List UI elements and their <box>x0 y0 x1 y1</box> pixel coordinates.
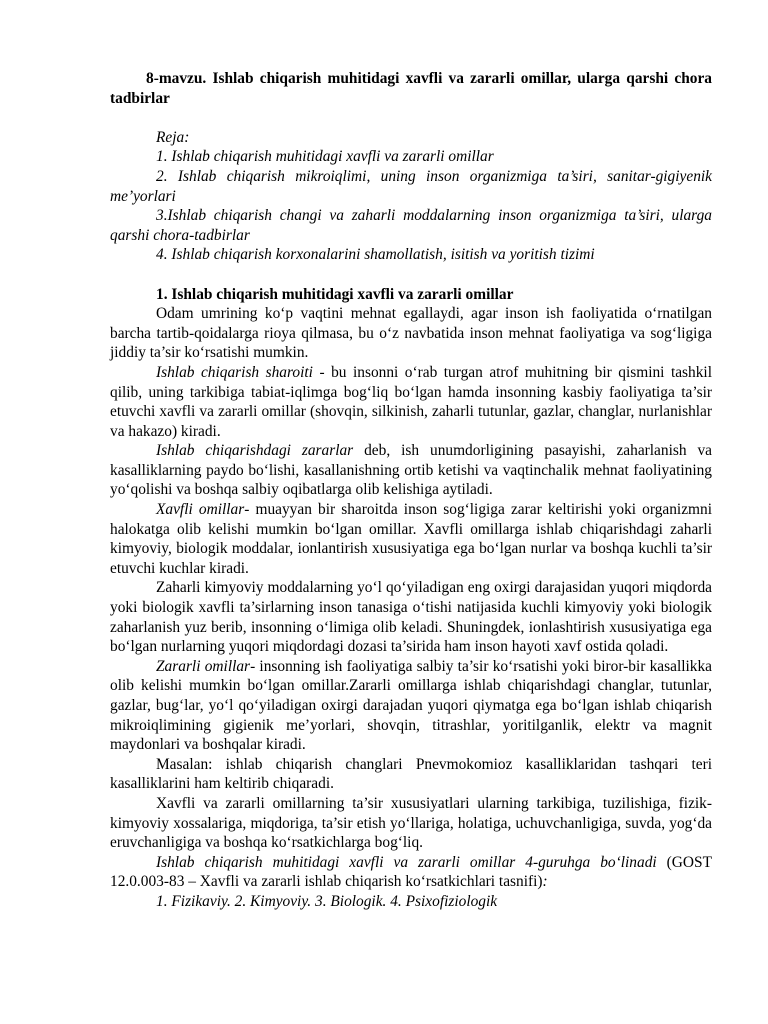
term-xavfli-omillar: Xavfli omillar <box>156 501 245 519</box>
spacer <box>110 265 712 285</box>
paragraph-2-text: - bu insonni o‘rab turgan atrof muhitning bir qismini tashkil qilib, uning tarkibiga tabiat-iqlimga bog‘liq bo‘lgan hamda insonning kasbiy faoliyatiga ta’sir etuvchi xavfli va zararli omillar (shovqin, silkinish, zaharli tutunlar, gazlar, changlar, nurlanishlar va hakazo) kiradi. <box>110 363 712 440</box>
paragraph-4-text: - muayyan bir sharoitda inson sog‘ligiga zarar keltirishi yoki organizmni halokatga olib kelishi mumkin bo‘lgan omillar. Xavfli omillarga ishlab chiqarishdagi zaharli kimyoviy, biologik moddalar, ionlantirish xususiyatiga ega bo‘lgan nurlar va boshqa kuchli ta’sir etuvchi kuchlar kiradi. <box>110 501 712 577</box>
paragraph-4 <box>110 500 712 578</box>
spacer <box>110 108 712 128</box>
paragraph-9 <box>110 853 712 892</box>
plan-item-2: 2. Ishlab chiqarish mikroiqlimi, uning inson organizmiga ta’siri, sanitar-gigiyenik me’yorlari <box>110 167 712 205</box>
paragraph-3 <box>110 441 712 500</box>
paragraph-8: Xavfli va zararli omillarning ta’sir xususiyatlari ularning tarkibiga, tuzilishiga, fizik-kimyoviy xossalariga, miqdoriga, ta’sir etish yo‘llariga, holatiga, uchuvchanligiga, suvda, yog‘da eruvchanligiga va boshqa ko‘rsatkichlarga bog‘liq. <box>110 794 712 852</box>
paragraph-5: Zaharli kimyoviy moddalarning yo‘l qo‘yiladigan eng oxirgi darajasidan yuqori miqdorda yoki biologik xavfli ta’sirlarning inson tanasiga o‘tishi natijasida kuchli kimyoviy yoki biologik zaharlanish yuz berib, insonning o‘limiga olib keladi. Shuningdek, ionlashtirish xususiyatiga ega bo‘lgan nurlarning yuqori miqdordagi dozasi ta’sirida ham inson hayoti xavf ostida qoladi. <box>110 579 712 656</box>
paragraph-9-colon: : <box>542 873 548 891</box>
plan-item-1: 1. Ishlab chiqarish muhitidagi xavfli va zararli omillar <box>156 148 494 166</box>
document-title: 8-mavzu. Ishlab chiqarish muhitidagi xavfli va zararli omillar, ularga qarshi chora tadbirlar <box>110 70 712 107</box>
paragraph-6-text: - insonning ish faoliyatiga salbiy ta’sir ko‘rsatishi yoki biror-bir kasallikka olib kelishi mumkin bo‘lgan omillar.Zararli omillarga ishlab chiqarishdagi changlar, tutunlar, gazlar, bug‘lar, yo‘l qo‘yiladigan oxirgi darajadan yuqori qiymatga ega bo‘lgan ishlab chiqarish mikroiqlimining gigienik me’yorlari, shovqin, titrashlar, yoritilganlik, elektr va magnit maydonlari va boshqalar kiradi. <box>110 657 712 754</box>
term-omillar-guruhlari: Ishlab chiqarish muhitidagi xavfli va zararli omillar 4-guruhga bo‘linadi <box>156 853 657 871</box>
paragraph-2 <box>110 363 712 441</box>
paragraph-1: Odam umrining ko‘p vaqtini mehnat egallaydi, agar inson ish faoliyatida o‘rnatilgan barcha tartib-qoidalarga rioya qilmasa, bu o‘z navbatida inson mehnat faoliyatiga va sog‘ligiga jiddiy ta’sir ko‘rsatishi mumkin. <box>110 305 712 362</box>
section-heading: 1. Ishlab chiqarish muhitidagi xavfli va zararli omillar <box>156 285 514 303</box>
term-ishlab-chiqarish-sharoiti: Ishlab chiqarish sharoiti <box>156 363 313 381</box>
term-ishlab-chiqarishdagi-zararlar: Ishlab chiqarishdagi zararlar <box>156 442 354 460</box>
plan-block <box>110 128 712 265</box>
paragraph-6 <box>110 657 712 755</box>
factor-groups-list: 1. Fizikaviy. 2. Kimyoviy. 3. Biologik. 4. Psixofiziologik <box>156 892 498 910</box>
plan-item-4: 4. Ishlab chiqarish korxonalarini shamollatish, isitish va yoritish tizimi <box>156 246 595 264</box>
paragraph-7: Masalan: ishlab chiqarish changlari Pnevmokomioz kasalliklaridan tashqari teri kasalliklarini ham keltirib chiqaradi. <box>110 755 712 793</box>
paragraph-9-text: (GOST 12.0.003-83 – Xavfli va zararli ishlab chiqarish ko‘rsatkichlari tasnifi) <box>110 853 712 891</box>
paragraph-3-text: deb, ish unumdorligining pasayishi, zaharlanish va kasalliklarning paydo bo‘lishi, kasallanishning ortib ketishi va vaqtinchalik mehnat faoliyatining yo‘qolishi va boshqa salbiy oqibatlarga olib kelishiga aytiladi. <box>110 442 712 499</box>
term-zararli-omillar: Zararli omillar <box>156 657 251 675</box>
plan-item-3: 3.Ishlab chiqarish changi va zaharli moddalarning inson organizmiga ta’siri, ularga qarshi chora-tadbirlar <box>110 207 712 244</box>
plan-label: Reja: <box>156 128 190 146</box>
